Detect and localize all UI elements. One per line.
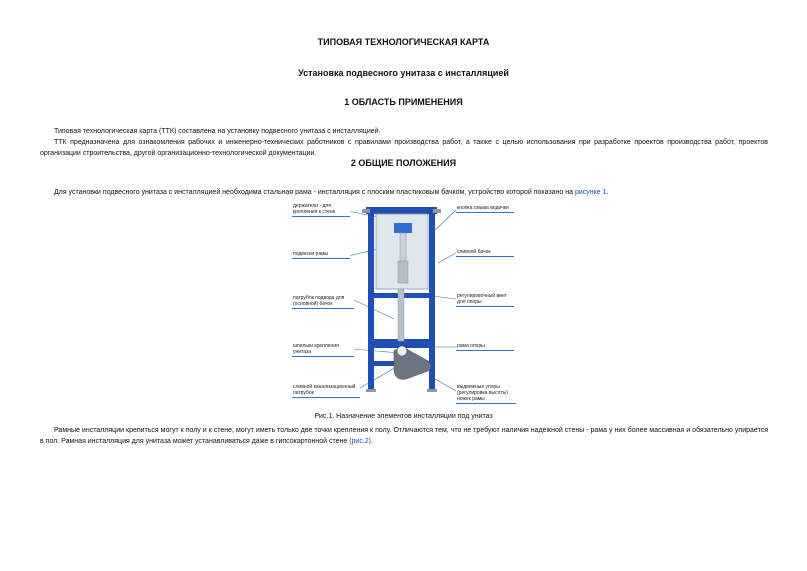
figure-1-link[interactable]: рисунке 1 [574, 189, 607, 196]
document-title: ТИПОВАЯ ТЕХНОЛОГИЧЕСКАЯ КАРТА [317, 37, 490, 47]
figure-caption: Рис.1. Назначение элементов инсталляции под унитаз [314, 413, 493, 420]
section-1-paragraph-2: ТТК предназначена для ознакомления рабочих и инженерно-технических работников с правилами производства работ, а также с целью использования при разработке проектов производства работ, проектов организации строительства, другой организационно-технологической документации. [40, 139, 768, 157]
section-2-body [40, 425, 768, 447]
figure-label-drain-pipe: сливной канализационный патрубок [292, 384, 360, 398]
figure-label-wall-brackets: держатели - для крепления к стене [292, 203, 350, 217]
figure-label-frame-hangers: подвески рамы [292, 251, 350, 259]
section-1-paragraph-1: Типовая технологическая карта (ТТК) составлена на установку подвесного унитаза с инсталляцией. [54, 128, 381, 135]
section-2-paragraph-2-end: . [371, 438, 373, 445]
figure-label-supply-pipe: патрубок подвода для (основной) бачок [292, 295, 354, 309]
section-2-heading: 2 ОБЩИЕ ПОЛОЖЕНИЯ [350, 158, 457, 168]
figure-label-toilet-studs: шпильки крепления унитаза [292, 343, 354, 357]
section-2-paragraph-2 [40, 425, 768, 447]
figure-label-support-frame: рама опоры [456, 343, 514, 351]
installation-figure [290, 201, 516, 411]
section-2-paragraph-1 [40, 187, 768, 198]
figure-label-adjust-screw: регулировочный винт для опоры [456, 293, 514, 307]
figure-label-height-legs: выдвижные упоры (регулировка высоты) ножек рамы [456, 384, 516, 404]
figure-label-cistern: сливной бачок [456, 249, 514, 257]
section-2-intro [40, 187, 768, 198]
section-2-paragraph-1-end: . [606, 189, 609, 196]
section-2-paragraph-2-text: Рамные инсталляции крепиться могут к полу и к стене, могут иметь только две точки крепления к полу. Отличаются тем, что не требуют наличия надежной стены - рама у них более массивная и обязательно упирается в пол. Рамная инсталляция для унитаза может устанавливаться даже в гипсокартонной стене [40, 427, 768, 445]
figure-2-link[interactable]: (рис.2) [349, 438, 371, 445]
section-1-body [40, 126, 768, 159]
document-subtitle: Установка подвесного унитаза с инсталляцией [298, 68, 509, 78]
section-1-heading: 1 ОБЛАСТЬ ПРИМЕНЕНИЯ [344, 97, 463, 107]
section-2-paragraph-1-text: Для установки подвесного унитаза с инсталляцией необходима стальная рама - инсталляция с плоским пластиковым бачком, устройство которой показано на [54, 189, 575, 196]
figure-label-flush-button: кнопка смыва водички [456, 205, 514, 213]
